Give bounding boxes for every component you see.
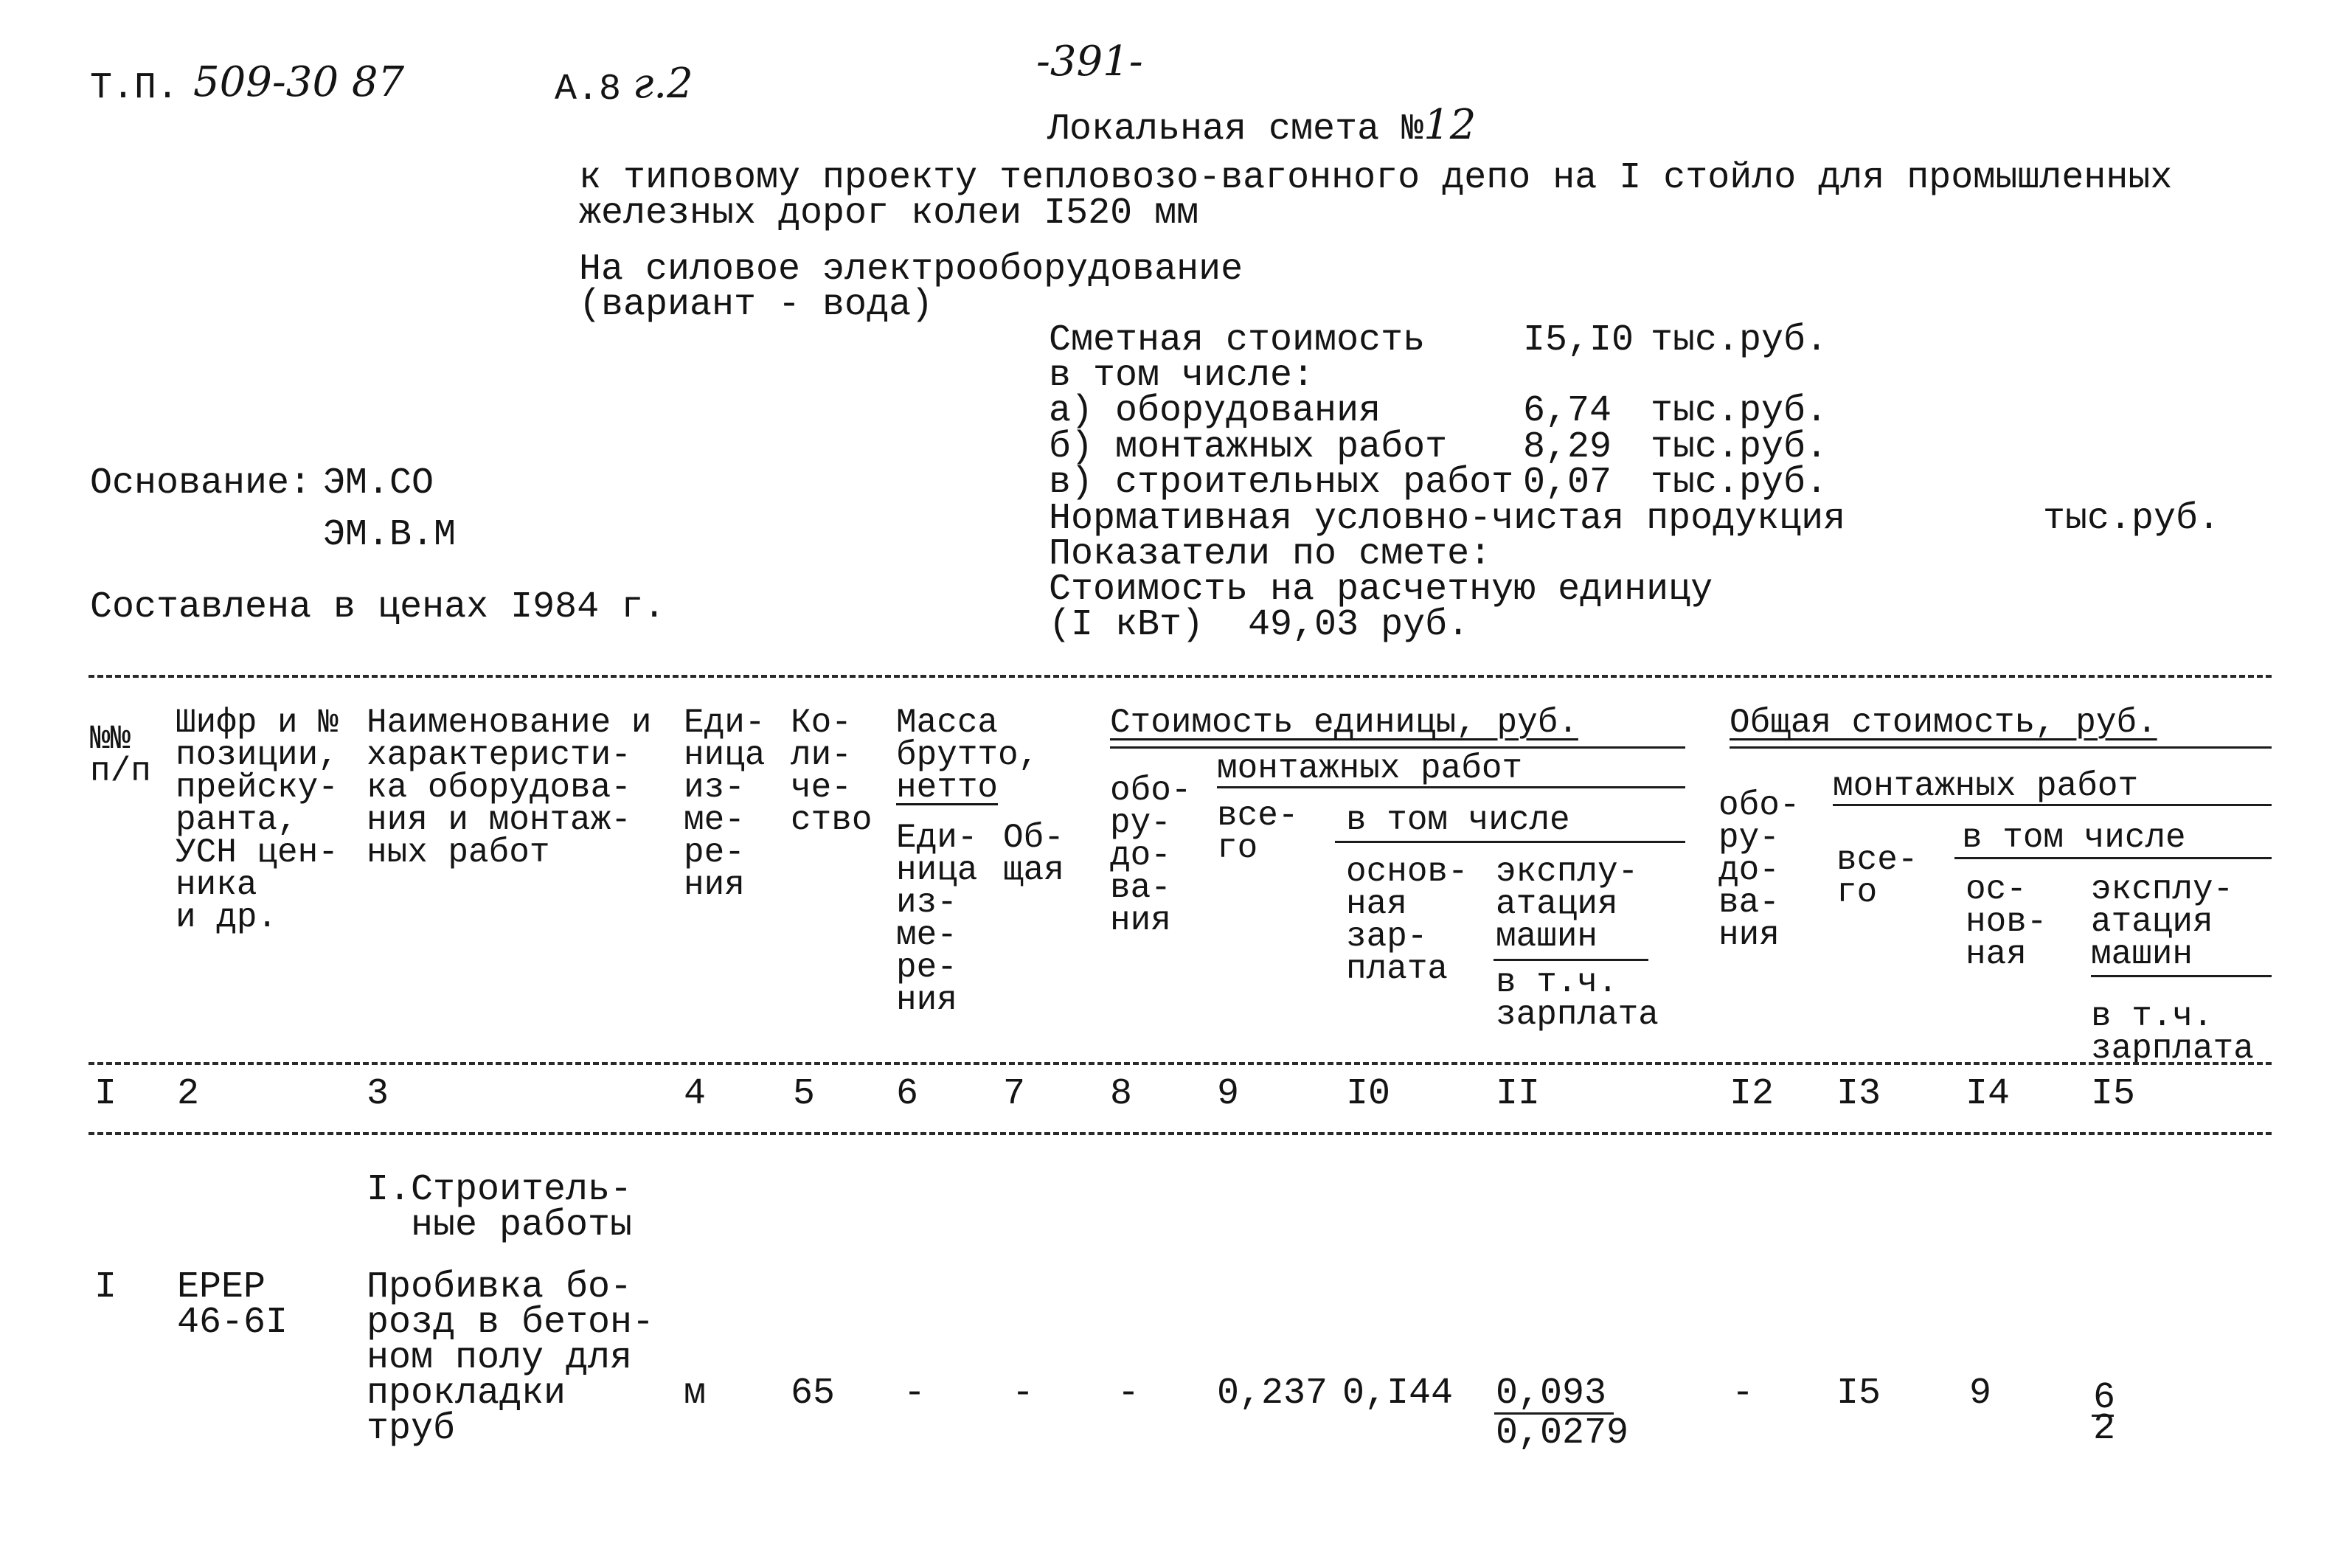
total-cost-group-rule — [1730, 746, 2272, 749]
unit-cost-value: (I кВт) 49,03 руб. — [1049, 604, 1470, 646]
col-header-unit-install-total: все- го — [1217, 797, 1299, 867]
row-mass-total: - — [1012, 1373, 1035, 1415]
estimate-title-prefix: Локальная смета № — [1047, 108, 1424, 150]
construction-cost-unit: тыс.руб. — [1651, 462, 1828, 504]
col-header-quantity: Ко- ли- че- ство — [791, 704, 873, 839]
col-number-15: I5 — [2091, 1073, 2136, 1115]
page-number: -391- — [1036, 38, 1143, 86]
row-mass-unit: - — [903, 1373, 926, 1415]
col-header-unit-including: в том числе — [1346, 801, 1570, 839]
section-title: I.Строитель- ные работы — [367, 1169, 633, 1246]
normative-product-label: Нормативная условно-чистая продукция — [1049, 498, 1846, 540]
row-unit-machine-wages: 0,0279 — [1496, 1412, 1629, 1454]
col-header-unit-basic-pay: основ- ная зар- плата — [1346, 853, 1468, 988]
col-number-9: 9 — [1217, 1073, 1240, 1115]
project-number: 509-30 87 — [193, 58, 405, 106]
col-header-total-machine-ops: эксплу- атация машин — [2091, 870, 2234, 974]
row-unit-machine-ops: 0,093 — [1496, 1373, 1607, 1415]
basis-line-1: ЭМ.СО — [323, 462, 434, 504]
row-unit: м — [684, 1373, 707, 1415]
row-quantity: 65 — [791, 1373, 836, 1415]
col-number-13: I3 — [1836, 1073, 1881, 1115]
row-unit-equipment: - — [1117, 1373, 1140, 1415]
estimate-title — [1047, 101, 1477, 150]
total-machine-ops-rule — [2091, 975, 2272, 977]
album-label: А.8 — [555, 69, 622, 111]
col-header-mass-netto: нетто — [896, 769, 999, 807]
installation-cost-value: 8,29 — [1523, 426, 1612, 468]
unit-cost-group-rule — [1110, 746, 1685, 749]
unit-including-rule — [1335, 841, 1685, 843]
basis-line-2: ЭМ.В.М — [323, 514, 457, 556]
subtitle-line-1: к типовому проекту тепловозо-вагонного депо на I стойло для промышленных — [579, 157, 2173, 199]
column-numbers-bottom-rule — [89, 1132, 2272, 1135]
col-header-unit: Еди- ница из- ме- ре- ния — [684, 704, 766, 904]
col-header-unit-machine-ops: эксплу- атация машин — [1496, 853, 1639, 956]
row-total-equipment: - — [1732, 1373, 1755, 1415]
col-header-unit-equipment: обо- ру- до- ва- ния — [1110, 771, 1192, 940]
equipment-cost-label: а) оборудования — [1049, 390, 1381, 432]
col-number-11: II — [1496, 1073, 1541, 1115]
estimated-cost-label: Сметная стоимость — [1049, 319, 1426, 361]
unit-install-group-rule — [1217, 786, 1685, 788]
col-header-total-install-group: монтажных работ — [1833, 767, 2139, 805]
estimated-cost-unit: тыс.руб. — [1651, 319, 1828, 361]
price-basis: Составлена в ценах I984 г. — [90, 586, 666, 628]
project-label: Т.П. — [90, 67, 179, 109]
installation-cost-label: б) монтажных работ — [1049, 426, 1448, 468]
construction-cost-label: в) строительных работ — [1049, 462, 1514, 504]
col-number-14: I4 — [1966, 1073, 2011, 1115]
col-header-total-cost-group: Общая стоимость, руб. — [1730, 704, 2157, 742]
subtitle-line-2: железных дорог колеи I520 мм — [579, 192, 1199, 235]
col-header-total-install: все- го — [1836, 841, 1918, 912]
col-header-row-number: №№ п/п — [90, 720, 151, 791]
col-header-total-machine-wages: в т.ч. зарплата — [2091, 997, 2254, 1068]
basis-label: Основание: — [90, 462, 312, 504]
col-header-mass-group: Масса брутто, — [896, 704, 1039, 774]
unit-machine-ops-rule — [1494, 959, 1648, 961]
col-header-total-basic-pay: ос- нов- ная — [1966, 870, 2047, 974]
col-header-mass-unit: Еди- ница из- ме- ре- ния — [896, 819, 978, 1019]
table-top-rule — [89, 675, 2272, 678]
col-header-name: Наименование и характеристи- ка оборудова- ния и монтаж- ных работ — [367, 704, 652, 872]
row-number: I — [94, 1266, 117, 1308]
equipment-cost-value: 6,74 — [1523, 390, 1612, 432]
equipment-cost-unit: тыс.руб. — [1651, 390, 1828, 432]
column-numbers-top-rule — [89, 1062, 2272, 1065]
col-number-5: 5 — [793, 1073, 816, 1115]
col-number-12: I2 — [1730, 1073, 1775, 1115]
row-unit-install-total: 0,237 — [1217, 1373, 1328, 1415]
row-unit-basic-pay: 0,I44 — [1342, 1373, 1454, 1415]
col-number-10: I0 — [1346, 1073, 1391, 1115]
estimated-cost-value: I5,I0 — [1523, 319, 1634, 361]
row-total-machine-wages: 2 — [2093, 1408, 2116, 1450]
col-number-4: 4 — [684, 1073, 707, 1115]
total-install-group-rule — [1833, 804, 2272, 806]
col-number-1: I — [94, 1073, 117, 1115]
col-header-unit-machine-wages: в т.ч. зарплата — [1496, 963, 1659, 1034]
object-line-2: (вариант - вода) — [579, 284, 934, 326]
row-code: ЕРЕР 46-6I — [177, 1266, 288, 1344]
col-number-7: 7 — [1003, 1073, 1026, 1115]
unit-cost-label: Стоимость на расчетную единицу — [1049, 569, 1713, 611]
construction-cost-value: 0,07 — [1523, 462, 1612, 504]
including-label: в том числе: — [1049, 355, 1315, 397]
col-number-2: 2 — [177, 1073, 200, 1115]
col-header-total-including: в том числе — [1962, 819, 2186, 857]
col-number-6: 6 — [896, 1073, 919, 1115]
col-header-mass-total: Об- щая — [1003, 819, 1064, 889]
col-header-unit-install-group: монтажных работ — [1217, 749, 1523, 788]
col-header-unit-cost-group: Стоимость единицы, руб. — [1110, 704, 1578, 742]
album-part: г.2 — [633, 60, 693, 108]
estimate-title-number: 12 — [1423, 101, 1477, 149]
row-total-install: I5 — [1836, 1373, 1881, 1415]
row-total-machine-ops: 6 — [2093, 1377, 2116, 1419]
installation-cost-unit: тыс.руб. — [1651, 426, 1828, 468]
col-header-code: Шифр и № позиции, прейску- ранта, УСН цен- ника и др. — [176, 704, 339, 937]
col-number-3: 3 — [367, 1073, 389, 1115]
col-number-8: 8 — [1110, 1073, 1133, 1115]
indicators-label: Показатели по смете: — [1049, 533, 1492, 575]
col-header-total-equipment: обо- ру- до- ва- ния — [1718, 786, 1800, 954]
total-including-rule — [1954, 857, 2272, 859]
row-total-basic-pay: 9 — [1969, 1373, 1992, 1415]
object-line-1: На силовое электрооборудование — [579, 249, 1243, 291]
normative-product-unit: тыс.руб. — [2043, 498, 2221, 540]
row-name: Пробивка бо- розд в бетон- ном полу для прокладки труб — [367, 1266, 655, 1450]
